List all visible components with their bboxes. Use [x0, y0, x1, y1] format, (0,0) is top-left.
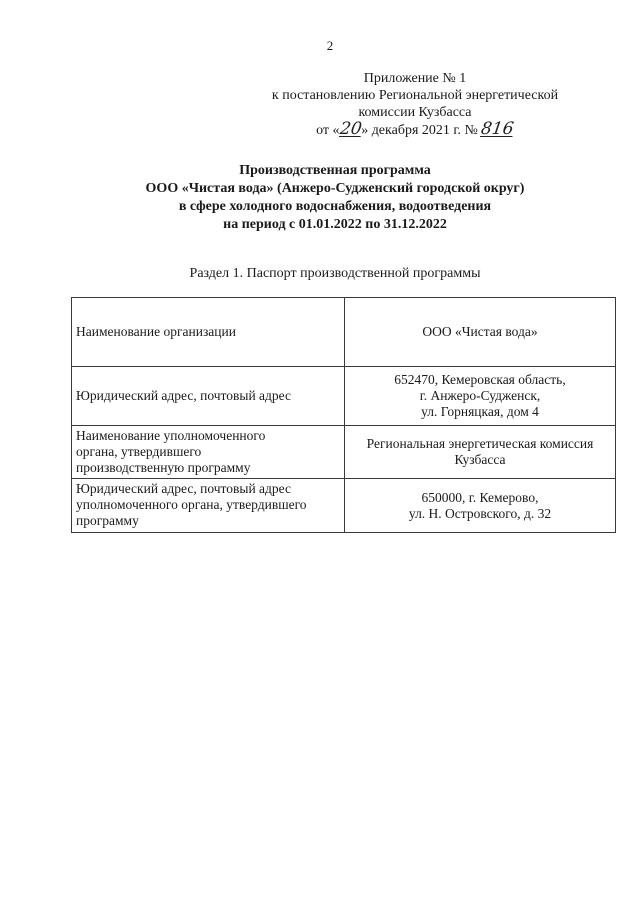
row-value [345, 367, 616, 426]
row-label-line: уполномоченного органа, утвердившего [76, 497, 307, 512]
row-value-line: ул. Горняцкая, дом 4 [421, 404, 539, 419]
row-label-line: Юридический адрес, почтовый адрес [76, 481, 291, 496]
row-value-line: ООО «Чистая вода» [422, 324, 538, 339]
page-number: 2 [326, 38, 334, 53]
row-label-line: программу [76, 513, 139, 528]
table-row [72, 298, 616, 367]
row-label-line: Наименование уполномоченного [76, 428, 266, 443]
table-row [72, 426, 616, 479]
row-value [345, 298, 616, 367]
appendix-date-line [250, 121, 580, 139]
row-value-line: ул. Н. Островского, д. 32 [408, 505, 552, 521]
row-value-line: г. Анжеро-Судженск, [419, 388, 541, 403]
document-title [60, 162, 610, 234]
row-label [72, 479, 345, 533]
date-prefix: от « [316, 123, 340, 138]
appendix-commission-line: комиссии Кузбасса [358, 105, 472, 120]
row-label [72, 426, 345, 479]
appendix-title: Приложение № 1 [363, 71, 467, 86]
section-heading: Раздел 1. Паспорт производственной программы [189, 266, 481, 281]
row-label-line: Юридический адрес, почтовый адрес [76, 388, 291, 403]
title-line-2: ООО «Чистая вода» (Анжеро-Судженский городской округ) [145, 181, 525, 196]
row-value-line: 652470, Кемеровская область, [394, 372, 566, 387]
table-row [72, 479, 616, 533]
title-line-4: на период с 01.01.2022 по 31.12.2022 [223, 217, 447, 232]
row-value [345, 426, 616, 479]
row-label [72, 367, 345, 426]
passport-table-body [72, 298, 616, 533]
handwritten-day: 20 [338, 119, 363, 139]
handwritten-number: 816 [480, 119, 516, 139]
date-middle: » декабря 2021 г. № [361, 123, 482, 138]
row-value-line: Региональная энергетическая комиссия [366, 436, 594, 451]
row-value-line: Кузбасса [454, 452, 506, 467]
passport-table [71, 297, 616, 533]
row-value [345, 479, 616, 533]
appendix-header [250, 70, 580, 139]
row-label-line: Наименование организации [76, 324, 236, 339]
row-label-line: органа, утвердившего [76, 444, 202, 459]
appendix-resolution-line: к постановлению Региональной энергетической [271, 88, 559, 103]
row-label [72, 298, 345, 367]
table-row [72, 367, 616, 426]
title-line-1: Производственная программа [239, 163, 431, 178]
title-line-3: в сфере холодного водоснабжения, водоотведения [178, 199, 492, 214]
row-value-line: 650000, г. Кемерово, [421, 489, 539, 505]
row-label-line: производственную программу [76, 460, 251, 475]
